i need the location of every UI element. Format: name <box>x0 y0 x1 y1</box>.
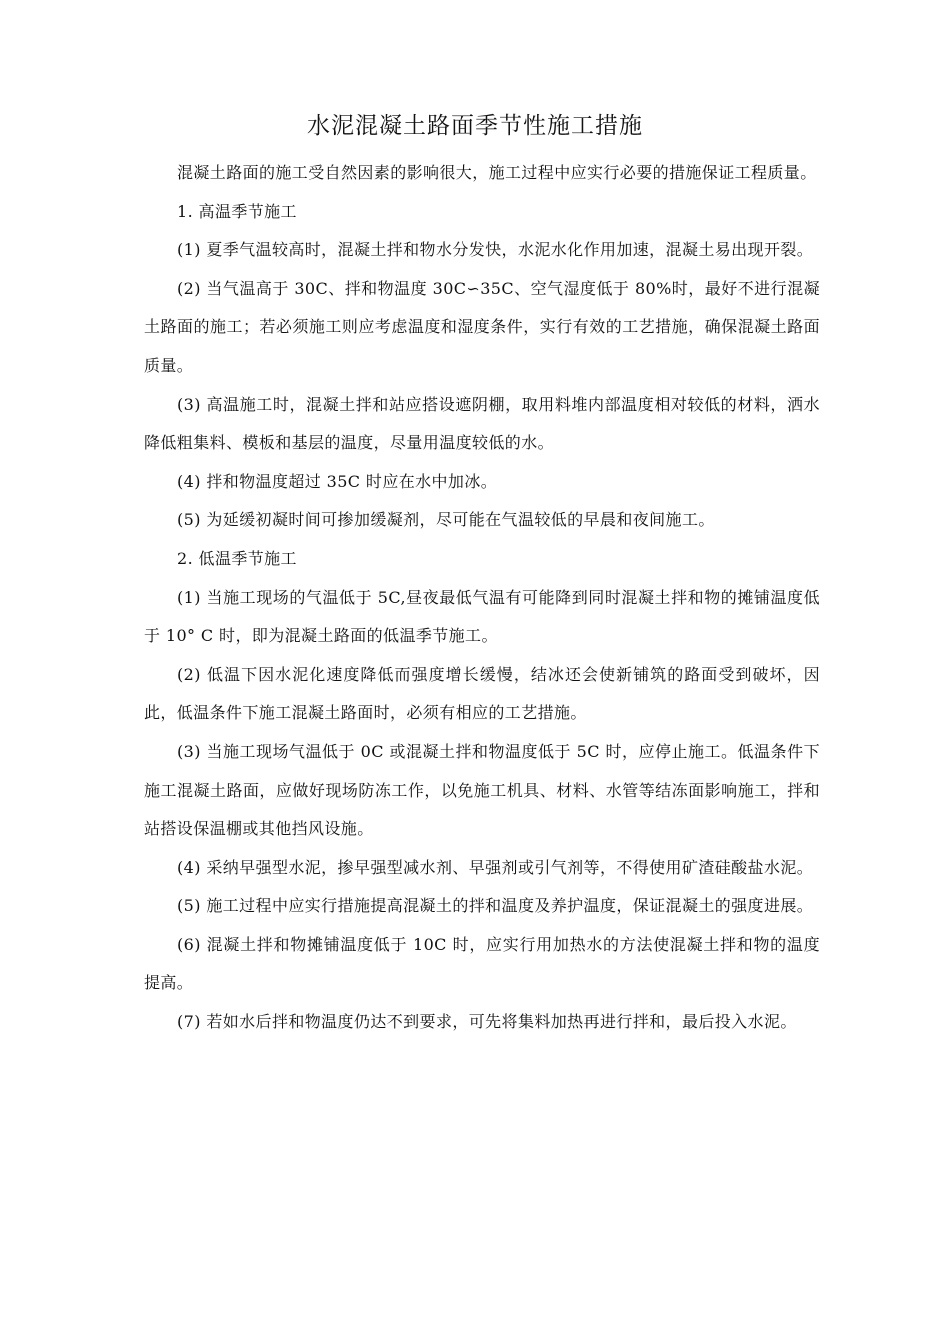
list-item: (1) 当施工现场的气温低于 5C,昼夜最低气温有可能降到同时混凝土拌和物的摊铺温度低于 10° C 时，即为混凝土路面的低温季节施工。 <box>144 587 820 646</box>
list-item: (4) 采纳早强型水泥，掺早强型减水剂、早强剂或引气剂等，不得使用矿渣硅酸盐水泥。 <box>177 857 814 877</box>
list-item: (2) 当气温高于 30C、拌和物温度 30C∽35C、空气湿度低于 80%时，最好不进行混凝土路面的施工；若必须施工则应考虑温度和湿度条件，实行有效的工艺措施，确保混凝土路面质量。 <box>144 278 820 375</box>
section-heading-high-temperature: 1. 高温季节施工 <box>177 201 297 221</box>
section-heading-low-temperature: 2. 低温季节施工 <box>177 548 297 568</box>
list-item: (5) 为延缓初凝时间可掺加缓凝剂，尽可能在气温较低的早晨和夜间施工。 <box>177 510 715 530</box>
list-item: (7) 若如水后拌和物温度仍达不到要求，可先将集料加热再进行拌和，最后投入水泥。 <box>177 1012 797 1032</box>
document-title: 水泥混凝土路面季节性施工措施 <box>307 113 643 139</box>
list-item: (6) 混凝土拌和物摊铺温度低于 10C 时，应实行用加热水的方法使混凝土拌和物的温度提高。 <box>144 934 820 993</box>
paragraph-intro: 混凝土路面的施工受自然因素的影响很大，施工过程中应实行必要的措施保证工程质量。 <box>177 163 817 182</box>
list-item: (1) 夏季气温较高时，混凝土拌和物水分发快，水泥水化作用加速，混凝土易出现开裂。 <box>177 240 814 260</box>
list-item: (5) 施工过程中应实行措施提高混凝土的拌和温度及养护温度，保证混凝土的强度进展。 <box>177 896 814 916</box>
list-item: (3) 当施工现场气温低于 0C 或混凝土拌和物温度低于 5C 时，应停止施工。低温条件下施工混凝土路面，应做好现场防冻工作，以免施工机具、材料、水管等结冻面影响施工，拌和站搭设保温棚或其他挡风设施。 <box>144 741 820 839</box>
list-item: (3) 高温施工时，混凝土拌和站应搭设遮阴棚，取用料堆内部温度相对较低的材料，洒水降低粗集料、模板和基层的温度，尽量用温度较低的水。 <box>144 394 820 453</box>
list-item: (4) 拌和物温度超过 35C 时应在水中加冰。 <box>177 471 498 491</box>
document-body <box>144 154 820 1042</box>
list-item: (2) 低温下因水泥化速度降低而强度增长缓慢，结冰还会使新铺筑的路面受到破坏，因此，低温条件下施工混凝土路面时，必须有相应的工艺措施。 <box>144 664 820 723</box>
